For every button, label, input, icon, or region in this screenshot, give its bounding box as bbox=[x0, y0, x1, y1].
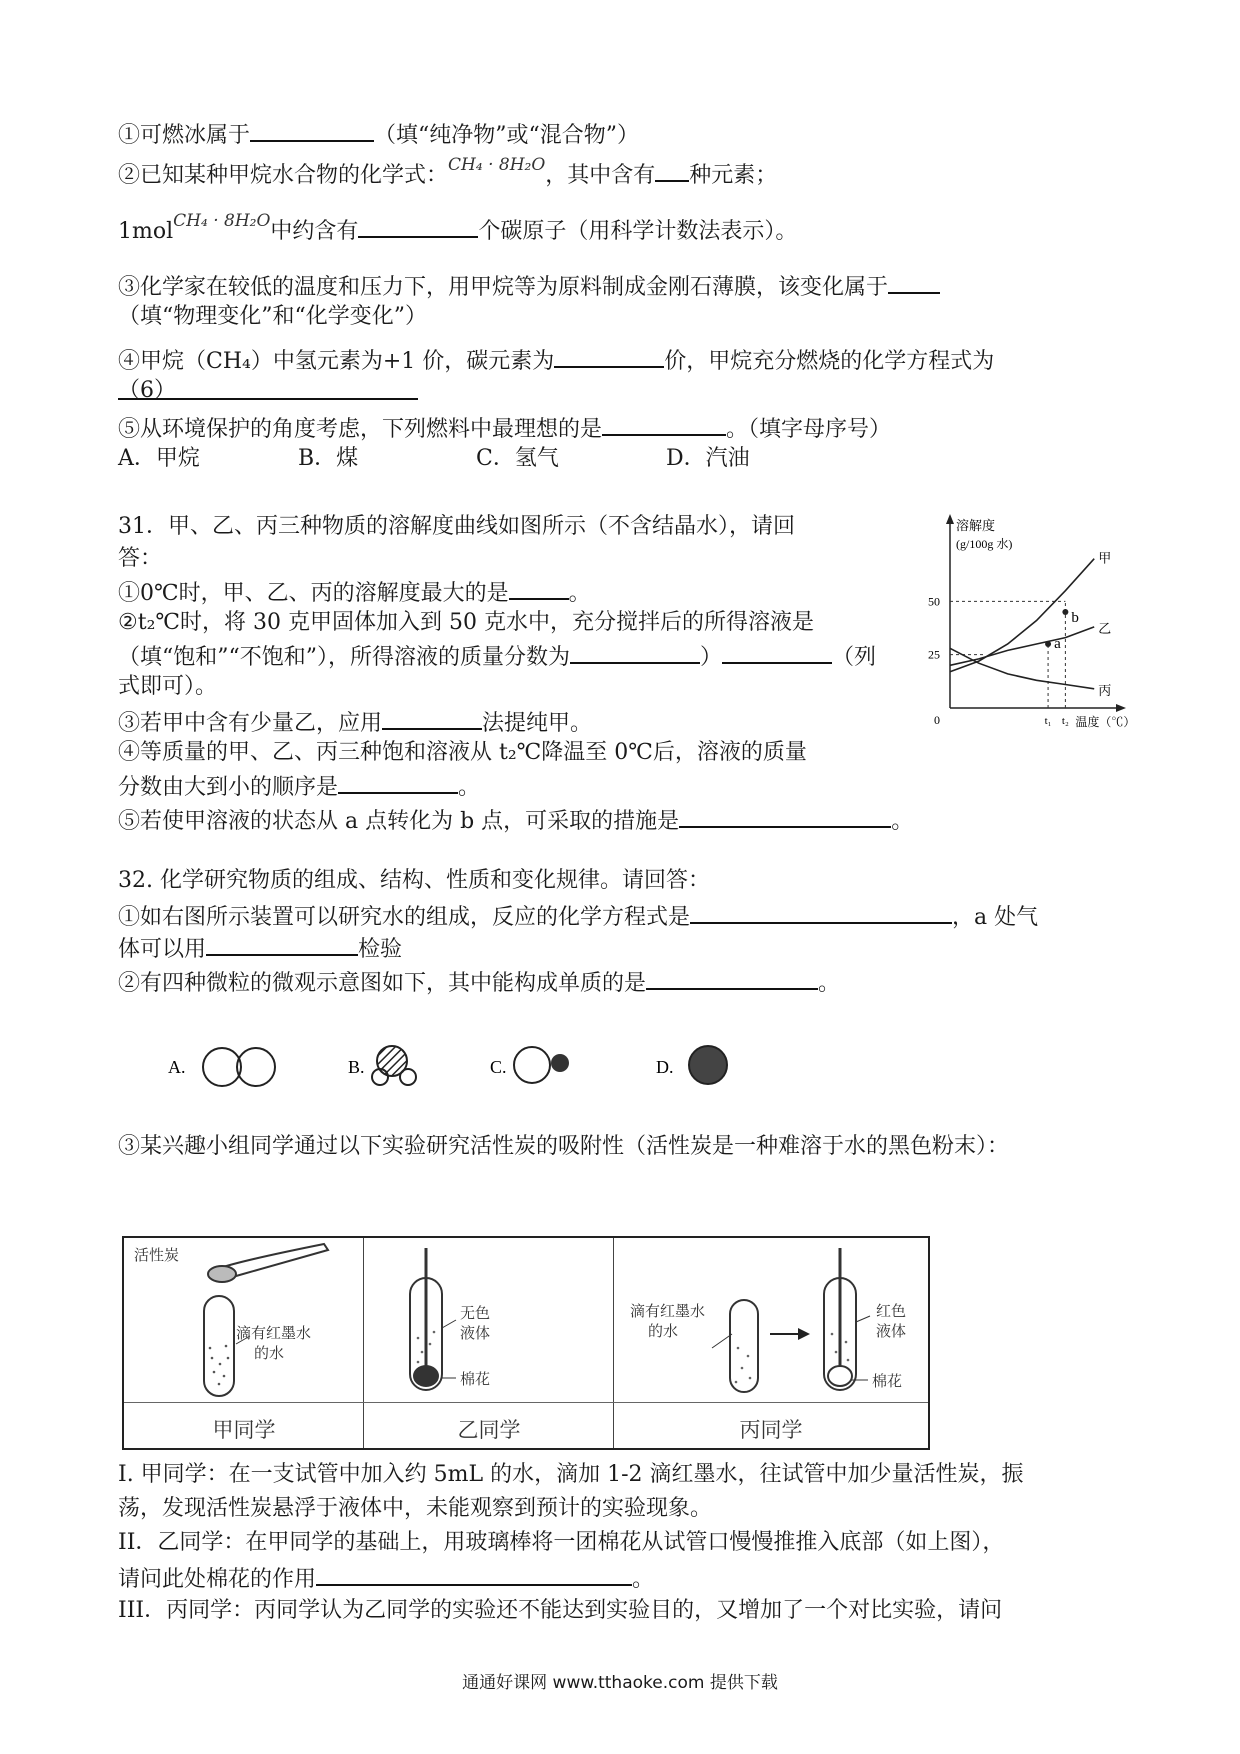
formula-ch4-8h2o: CH₄ · 8H₂O bbox=[173, 211, 271, 231]
answer-blank[interactable] bbox=[646, 966, 818, 990]
point-b bbox=[1062, 609, 1068, 615]
answer-blank[interactable] bbox=[316, 1562, 632, 1586]
q31-1-text: ①0℃时，甲、乙、丙的溶解度最大的是 bbox=[118, 581, 509, 606]
test-tube bbox=[204, 1296, 234, 1396]
q30-5-post: 。（填字母序号） bbox=[726, 417, 892, 442]
q31-sub-4: ④等质量的甲、乙、丙三种饱和溶液从 t₂℃降温至 0℃后，溶液的质量 bbox=[118, 740, 807, 765]
q32-ii-text: 请问此处棉花的作用 bbox=[118, 1567, 317, 1592]
y-tick-label: 50 bbox=[928, 594, 940, 609]
q30-2b-text: 1mol bbox=[118, 219, 174, 244]
q30-4-post: 价，甲烷充分燃烧的化学方程式为 bbox=[664, 349, 995, 374]
particle-a-atom bbox=[203, 1048, 241, 1086]
option-d: D．汽油 bbox=[666, 446, 750, 471]
answer-blank[interactable] bbox=[602, 412, 726, 436]
spoon-with-carbon bbox=[208, 1266, 236, 1282]
q30-2-post: 种元素； bbox=[689, 163, 778, 188]
x-tick-label: t₁ bbox=[1044, 715, 1052, 727]
label-cotton: 棉花 bbox=[460, 1370, 491, 1388]
q32-part-iii: III．丙同学：丙同学认为乙同学的实验还不能达到实验目的，又增加了一个对比实验，请问 bbox=[118, 1598, 1003, 1623]
answer-blank[interactable] bbox=[250, 118, 374, 142]
q31-sub-5 bbox=[118, 804, 913, 837]
q32-ii-post: 。 bbox=[632, 1567, 655, 1592]
answer-blank[interactable] bbox=[888, 270, 940, 294]
label-activated-carbon: 活性炭 bbox=[134, 1246, 180, 1264]
q31-sub-2-line2 bbox=[118, 640, 876, 673]
particle-b-atom bbox=[400, 1069, 416, 1085]
x-axis-arrow-icon bbox=[1116, 704, 1126, 712]
q32-part-ii: II．乙同学：在甲同学的基础上，用玻璃棒将一团棉花从试管口慢慢推推入底部（如上图）， bbox=[118, 1530, 1005, 1555]
label-red-water-2: 的水 bbox=[648, 1322, 679, 1340]
q30-3-hint: （填“物理变化”和“化学变化”） bbox=[118, 304, 427, 329]
q31-stem: 31．甲、乙、丙三种物质的溶解度曲线如图所示（不含结晶水），请回 bbox=[118, 514, 795, 539]
q31-sub-2-line3: 式即可）。 bbox=[118, 674, 218, 699]
label-liquid: 液体 bbox=[460, 1324, 491, 1342]
particle-d-atom bbox=[689, 1046, 727, 1084]
particle-label-a: A. bbox=[168, 1057, 186, 1077]
q30-4-text: ④甲烷（CH₄）中氢元素为+1 价，碳元素为 bbox=[118, 349, 555, 374]
q32-1-text: ①如右图所示装置可以研究水的组成，反应的化学方程式是 bbox=[118, 905, 691, 930]
option-c: C．氢气 bbox=[476, 446, 559, 471]
label-red-water-2: 的水 bbox=[254, 1344, 285, 1362]
series-label: 甲 bbox=[1098, 550, 1112, 566]
q30-2-mid: ，其中含有 bbox=[545, 163, 656, 188]
q30-1-text: ①可燃冰属于 bbox=[118, 123, 251, 148]
particle-label-c: C. bbox=[490, 1057, 507, 1077]
q30-line-7 bbox=[118, 412, 891, 445]
answer-blank[interactable] bbox=[338, 770, 458, 794]
footer-credit: 通通好课网 www.tthaoke.com 提供下载 bbox=[462, 1673, 778, 1693]
test-tube-control bbox=[730, 1300, 758, 1392]
answer-blank[interactable] bbox=[722, 640, 832, 664]
q30-4-label: （6） bbox=[118, 378, 176, 403]
x-axis-label: 温度（℃） bbox=[1075, 715, 1136, 729]
answer-blank[interactable] bbox=[118, 376, 418, 400]
solubility-chart bbox=[920, 508, 1140, 730]
q32-1-text2: 体可以用 bbox=[118, 937, 207, 962]
label-red: 红色 bbox=[876, 1302, 907, 1320]
answer-blank[interactable] bbox=[655, 158, 689, 182]
formula-ch4-8h2o: CH₄ · 8H₂O bbox=[448, 155, 546, 175]
q32-sub-3: ③某兴趣小组同学通过以下实验研究活性炭的吸附性（活性炭是一种难溶于水的黑色粉末）： bbox=[118, 1134, 1010, 1159]
q30-line-2 bbox=[118, 155, 778, 192]
particle-a-atom bbox=[237, 1048, 275, 1086]
q32-2-post: 。 bbox=[818, 971, 841, 996]
q30-2b-mid: 中约含有 bbox=[270, 219, 359, 244]
label-red-water: 滴有红墨水 bbox=[630, 1302, 706, 1320]
answer-blank[interactable] bbox=[206, 932, 358, 956]
label-red-water: 滴有红墨水 bbox=[236, 1324, 312, 1342]
q31-2-text: （填“饱和”“不饱和”），所得溶液的质量分数为 bbox=[118, 645, 570, 670]
experiment-table bbox=[122, 1236, 930, 1450]
q30-1-hint: （填“纯净物”或“混合物”） bbox=[374, 123, 640, 148]
particle-diagrams bbox=[160, 1035, 750, 1095]
q31-5-text: ⑤若使甲溶液的状态从 a 点转化为 b 点，可采取的措施是 bbox=[118, 809, 680, 834]
q31-5-post: 。 bbox=[891, 809, 914, 834]
q31-sub-3 bbox=[118, 706, 592, 739]
point-label-a: a bbox=[1054, 636, 1061, 652]
caption-bing: 丙同学 bbox=[739, 1418, 803, 1442]
q31-sub-2: ②t₂℃时，将 30 克甲固体加入到 50 克水中，充分搅拌后的所得溶液是 bbox=[118, 610, 814, 635]
q31-2-paren: ） bbox=[700, 645, 723, 670]
label-liquid: 液体 bbox=[876, 1322, 907, 1340]
q31-stem-2: 答： bbox=[118, 546, 163, 571]
q31-3-post: 法提纯甲。 bbox=[482, 711, 593, 736]
q32-1-post: ，a 处气 bbox=[952, 905, 1039, 930]
q32-part-i-line2: 荡，发现活性炭悬浮于液体中，未能观察到预计的实验现象。 bbox=[118, 1496, 713, 1521]
cotton-ball bbox=[413, 1365, 439, 1387]
q30-line-3 bbox=[118, 211, 798, 248]
option-b: B．煤 bbox=[298, 446, 359, 471]
q30-line-4 bbox=[118, 270, 940, 303]
q31-4-post: 。 bbox=[458, 775, 481, 800]
q31-3-text: ③若甲中含有少量乙，应用 bbox=[118, 711, 383, 736]
cotton-ball bbox=[828, 1366, 852, 1386]
q30-line-5 bbox=[118, 344, 994, 377]
answer-blank[interactable] bbox=[570, 640, 700, 664]
particle-c-atom bbox=[514, 1047, 550, 1083]
q30-line-6 bbox=[118, 376, 176, 406]
particle-c-atom bbox=[551, 1054, 569, 1072]
q30-3-text: ③化学家在较低的温度和压力下，用甲烷等为原料制成金刚石薄膜，该变化属于 bbox=[118, 275, 889, 300]
q30-2-text: ②已知某种甲烷水合物的化学式： bbox=[118, 163, 449, 188]
arrow-head-icon bbox=[798, 1328, 810, 1340]
label-colorless: 无色 bbox=[460, 1304, 491, 1322]
answer-blank[interactable] bbox=[679, 804, 891, 828]
answer-blank[interactable] bbox=[382, 706, 482, 730]
q32-part-ii-line2 bbox=[118, 1562, 654, 1595]
y-axis-arrow-icon bbox=[946, 514, 954, 524]
caption-jia: 甲同学 bbox=[212, 1418, 276, 1442]
point-a bbox=[1045, 641, 1051, 647]
q32-part-i: I. 甲同学：在一支试管中加入约 5mL 的水，滴加 1-2 滴红墨水，往试管中加少量活性炭，振 bbox=[118, 1462, 1024, 1487]
y-tick-label: 25 bbox=[928, 647, 940, 662]
particle-label-b: B. bbox=[348, 1057, 365, 1077]
q32-sub-1 bbox=[118, 900, 1038, 933]
q30-2b-post: 个碳原子（用科学计数法表示）。 bbox=[478, 219, 798, 244]
y-tick-label: 0 bbox=[934, 713, 940, 727]
q31-1-post: 。 bbox=[568, 581, 591, 606]
series-line-丙 bbox=[950, 648, 1094, 689]
q32-stem: 32. 化学研究物质的组成、结构、性质和变化规律。请回答： bbox=[118, 868, 710, 893]
q31-sub-4-line2 bbox=[118, 770, 480, 803]
y-axis-label: 溶解度 bbox=[956, 518, 996, 533]
q32-sub-1-line2 bbox=[118, 932, 402, 965]
q30-line-1 bbox=[118, 118, 639, 151]
q32-1-post2: 检验 bbox=[358, 937, 403, 962]
series-label: 丙 bbox=[1098, 682, 1112, 698]
option-a: A．甲烷 bbox=[118, 446, 200, 471]
x-tick-label: t₂ bbox=[1061, 715, 1069, 727]
q31-sub-1 bbox=[118, 576, 591, 609]
answer-blank[interactable] bbox=[358, 214, 478, 238]
q32-2-text: ②有四种微粒的微观示意图如下，其中能构成单质的是 bbox=[118, 971, 647, 996]
series-label: 乙 bbox=[1098, 620, 1112, 636]
q32-sub-2 bbox=[118, 966, 840, 999]
q31-4-text: 分数由大到小的顺序是 bbox=[118, 775, 339, 800]
q31-2-post: （列 bbox=[832, 645, 877, 670]
answer-blank[interactable] bbox=[554, 344, 664, 368]
caption-yi: 乙同学 bbox=[457, 1418, 521, 1442]
point-label-b: b bbox=[1071, 610, 1079, 626]
particle-label-d: D. bbox=[656, 1057, 674, 1077]
y-axis-unit: (g/100g 水) bbox=[956, 537, 1013, 551]
answer-blank[interactable] bbox=[509, 576, 569, 600]
q30-5-text: ⑤从环境保护的角度考虑，下列燃料中最理想的是 bbox=[118, 417, 603, 442]
answer-blank[interactable] bbox=[690, 900, 952, 924]
label-cotton: 棉花 bbox=[872, 1372, 903, 1390]
